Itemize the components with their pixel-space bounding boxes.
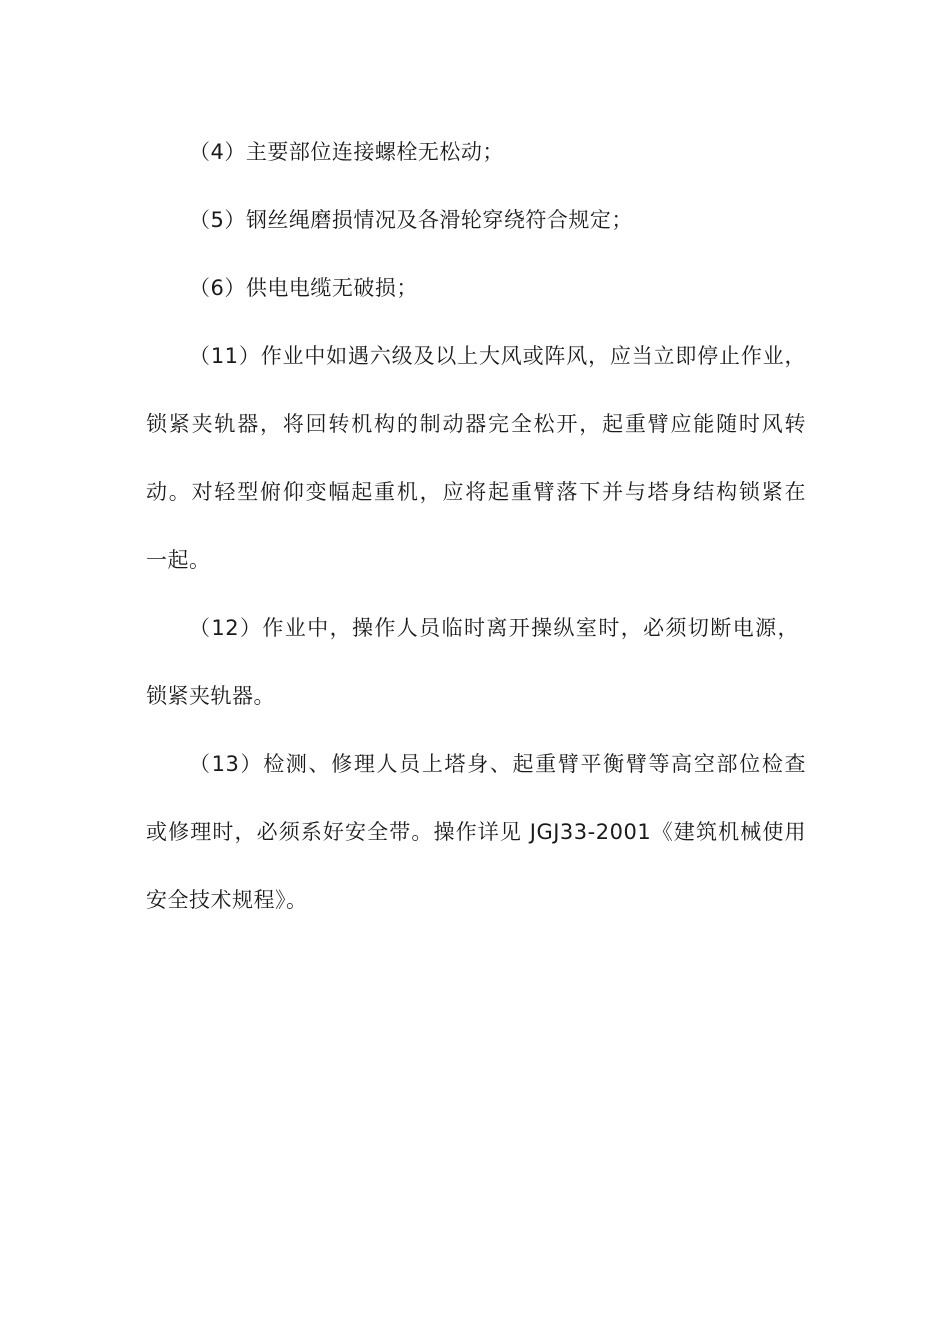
item-6-text: （6）供电电缆无破损； bbox=[189, 276, 418, 300]
item-13-line-1: （13）检测、修理人员上塔身、起重臂平衡臂等高空部位检查 bbox=[189, 752, 806, 776]
item-12-line-1: （12）作业中，操作人员临时离开操纵室时，必须切断电源， bbox=[189, 616, 799, 640]
item-11-line-1: （11）作业中如遇六级及以上大风或阵风，应当立即停止作业， bbox=[189, 344, 806, 368]
item-12-line-2: 锁紧夹轨器。 bbox=[146, 684, 275, 708]
item-11-line-2: 锁紧夹轨器，将回转机构的制动器完全松开，起重臂应能随时风转 bbox=[146, 412, 806, 436]
item-5-text: （5）钢丝绳磨损情况及各滑轮穿绕符合规定； bbox=[189, 208, 633, 232]
item-13-line-3: 安全技术规程》。 bbox=[146, 888, 308, 912]
item-13-line-2: 或修理时，必须系好安全带。操作详见 JGJ33-2001《建筑机械使用 bbox=[146, 820, 806, 844]
item-11-line-3: 动。对轻型俯仰变幅起重机，应将起重臂落下并与塔身结构锁紧在 bbox=[146, 480, 806, 504]
item-11-line-4: 一起。 bbox=[146, 548, 211, 572]
item-4-text: （4）主要部位连接螺栓无松动； bbox=[189, 140, 504, 164]
document-body bbox=[146, 118, 806, 934]
